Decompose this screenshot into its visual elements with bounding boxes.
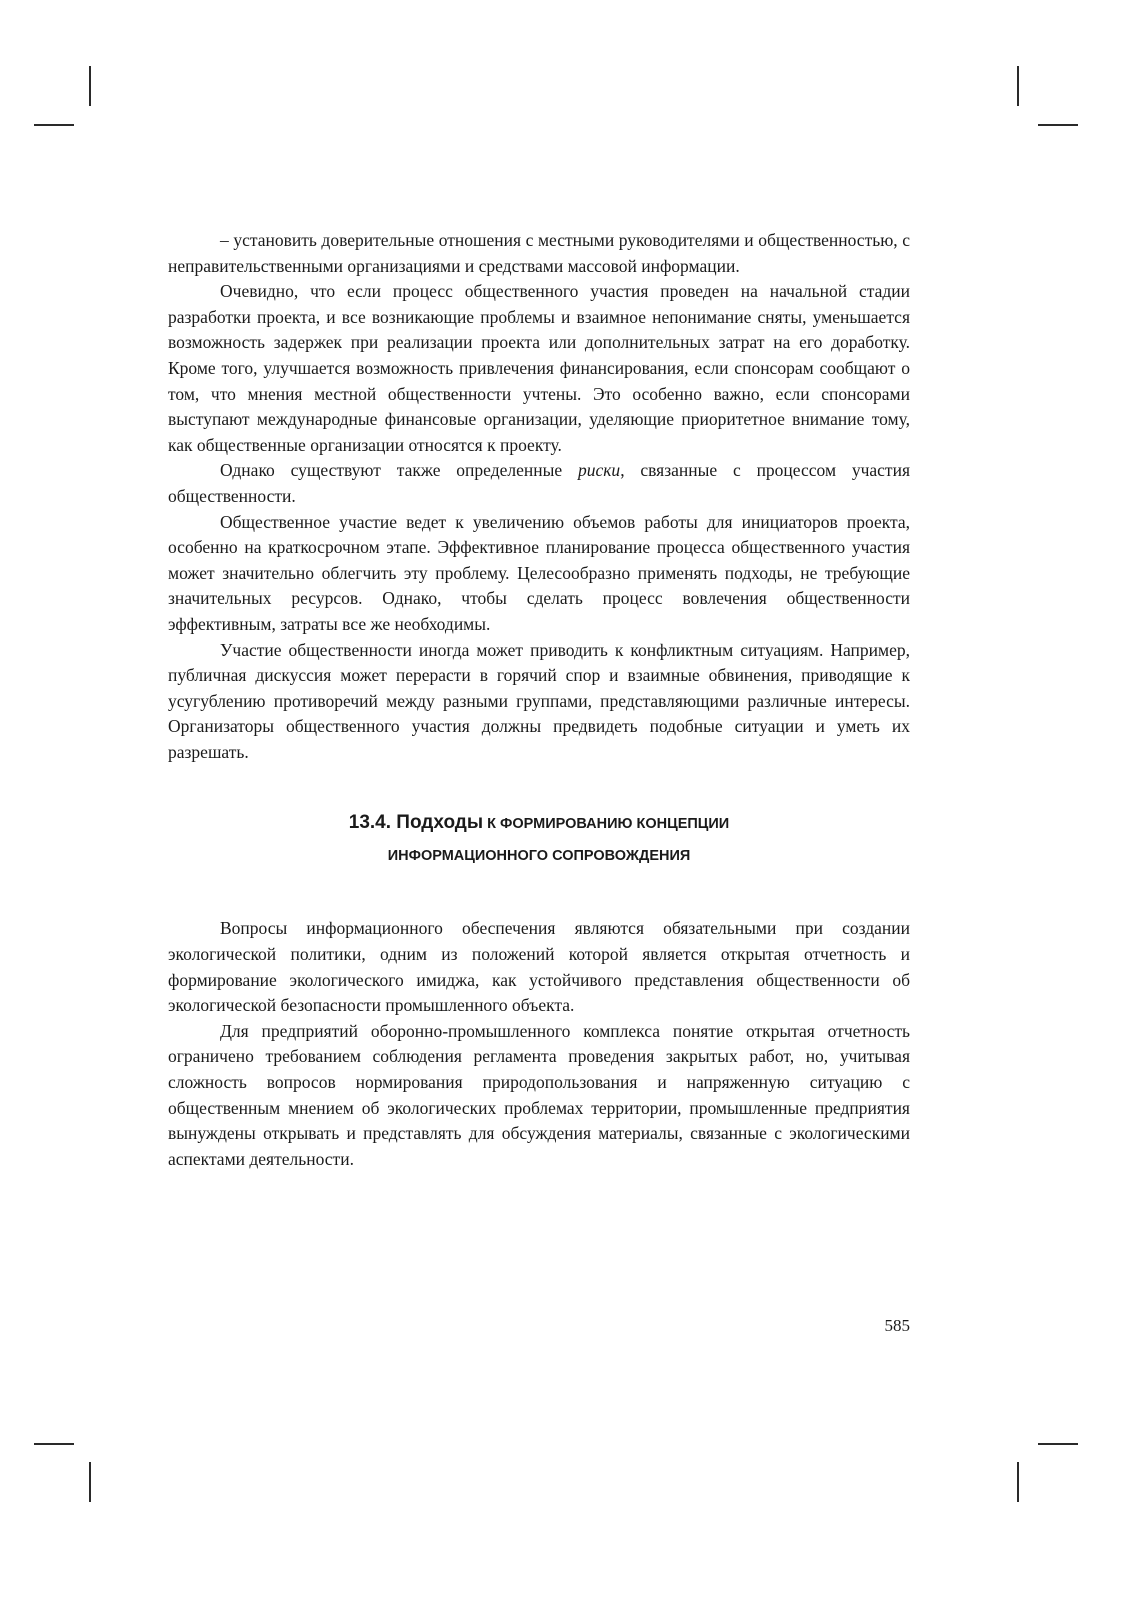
page-number: 585 xyxy=(884,1316,910,1335)
crop-mark xyxy=(34,124,74,126)
crop-mark xyxy=(89,66,91,106)
paragraph-risks xyxy=(168,458,910,509)
crop-mark xyxy=(1017,1462,1019,1502)
crop-mark xyxy=(34,1443,74,1445)
paragraph: Очевидно, что если процесс общественного участия проведен на начальной стадии разработки проекта, и все возникающие проблемы и взаимное непонимание сняты, уменьшается возможность задержек при реализации проекта или дополнительных затрат на его доработку. Кроме того, улучшается возможность привлечения финансирования, если спонсорам сообщают о том, что мнения местной общественности учтены. Это особенно важно, если спонсорами выступают международные финансовые организации, уделяющие приоритетное внимание тому, как общественные организации относятся к проекту. xyxy=(168,281,910,455)
crop-mark xyxy=(89,1462,91,1502)
risk-text-after: , связанные с процессом участия общественности. xyxy=(168,460,910,506)
crop-mark xyxy=(1038,124,1078,126)
page-body xyxy=(168,228,910,1172)
section-heading-line1 xyxy=(168,807,910,840)
section-heading xyxy=(168,807,910,872)
paragraph: Для предприятий оборонно-промышленного комплекса понятие открытая отчетность ограничено требованием соблюдения регламента проведения закрытых работ, но, учитывая сложность вопросов нормирования природопользования и напряженную ситуацию с общественным мнением об экологических проблемах территории, промышленные предприятия вынуждены открывать и представлять для обсуждения материалы, связанные с экологическими аспектами деятельности. xyxy=(168,1020,910,1169)
crop-mark xyxy=(1038,1443,1078,1445)
section-heading-rest: К ФОРМИРОВАНИЮ КОНЦЕПЦИИ xyxy=(483,816,730,833)
risk-text-before: Однако существуют также определенные xyxy=(220,460,578,481)
section-number: 13.4. Подходы xyxy=(348,812,484,834)
paragraph: Вопросы информационного обеспечения являются обязательными при создании экологической политики, одним из положений которой является открытая отчетность и формирование экологического имиджа, как устойчивого представления общественности об экологической безопасности промышленного объекта. xyxy=(168,918,910,1016)
paragraph: – установить доверительные отношения с местными руководителями и общественностью, с неправительственными организациями и средствами массовой информации. xyxy=(168,230,910,276)
paragraph: Участие общественности иногда может приводить к конфликтным ситуациям. Например, публичная дискуссия может перерасти в горячий спор и взаимные обвинения, приводящие к усугублению противоречий между разными группами, представляющими различные интересы. Организаторы общественного участия должны предвидеть подобные ситуации и уметь их разрешать. xyxy=(168,639,910,762)
section-heading-line2: ИНФОРМАЦИОННОГО СОПРОВОЖДЕНИЯ xyxy=(387,848,691,865)
paragraph: Общественное участие ведет к увеличению объемов работы для инициаторов проекта, особенно на краткосрочном этапе. Эффективное планирование процесса общественного участия может значительно облегчить эту проблему. Целесообразно применять подходы, не требующие значительных ресурсов. Однако, чтобы сделать процесс вовлечения общественности эффективным, затраты все же необходимы. xyxy=(168,511,910,634)
crop-mark xyxy=(1017,66,1019,106)
risk-emphasis: риски xyxy=(577,460,621,481)
